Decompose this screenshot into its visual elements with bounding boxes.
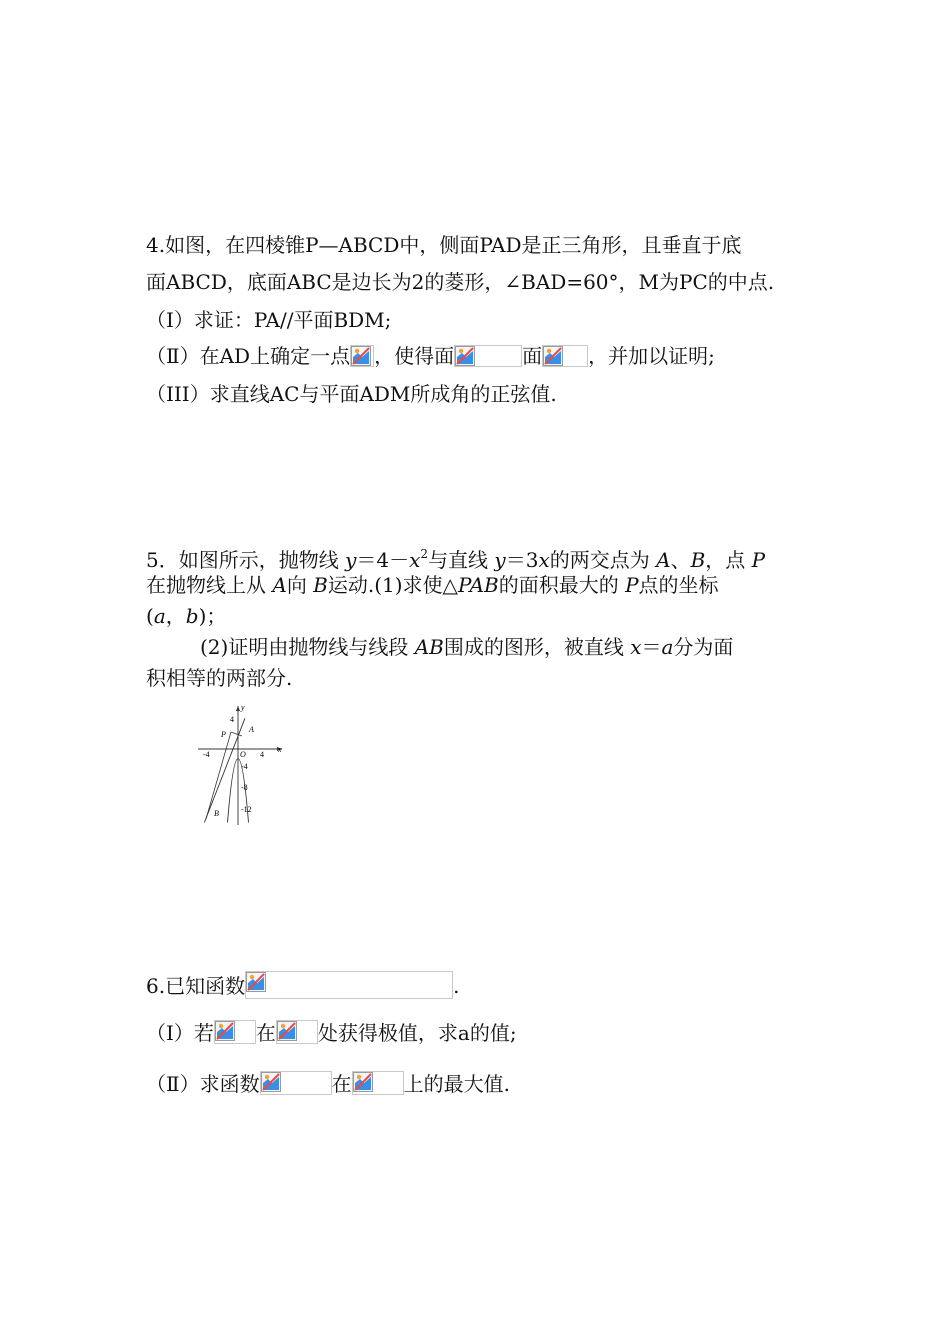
broken-image-icon <box>455 346 475 366</box>
point-a: A <box>272 573 287 597</box>
text: )； <box>198 604 227 628</box>
exponent: 2 <box>420 547 429 561</box>
text: 围成的图形，被直线 <box>443 635 631 659</box>
parabola-line-graph <box>190 703 290 827</box>
tick-label-y-4: 4 <box>230 715 234 724</box>
text: 5．如图所示，抛物线 <box>146 548 346 572</box>
q6-line-1 <box>146 971 459 1000</box>
origin-label: O <box>240 750 246 759</box>
text: 、 <box>670 548 691 572</box>
text: 在抛物线上从 <box>146 573 273 597</box>
formula-image-plane-2 <box>542 345 588 367</box>
tick-label-y-neg4: -4 <box>241 762 248 771</box>
tick-label-x-neg4: -4 <box>203 750 210 759</box>
segment-ab: AB <box>414 635 444 659</box>
point-p: P <box>751 548 766 572</box>
q4-line-1: 4.如图，在四棱锥P—ABCD中，侧面PAD是正三角形，且垂直于底 <box>146 233 742 257</box>
q6-stem-period: . <box>453 974 460 998</box>
formula-image-plane-1 <box>454 345 522 367</box>
q4-line-2: 面ABCD，底面ABC是边长为2的菱形，∠BAD=60°，M为PC的中点. <box>146 270 775 294</box>
text: ＝4－ <box>356 548 410 572</box>
var-y: y <box>345 548 357 572</box>
formula-image-point <box>350 345 374 367</box>
q6-part1-text-c: 处获得极值，求a的值; <box>317 1021 517 1045</box>
point-b: B <box>313 573 328 597</box>
q6-part1-text: （Ⅰ）若 <box>146 1021 214 1045</box>
y-axis-arrow-icon <box>236 706 240 711</box>
text: ， <box>165 604 186 628</box>
q4-part2-text-c: 面 <box>522 344 543 368</box>
formula-image-a-value <box>214 1020 256 1044</box>
tick-label-y-neg8: -8 <box>241 783 248 792</box>
text: ，点 <box>705 548 752 572</box>
q4-part2-text: （Ⅱ）在AD上确定一点 <box>146 344 351 368</box>
text: (2)证明由抛物线与线段 <box>200 635 415 659</box>
formula-image-x-value <box>276 1020 318 1044</box>
q6-part2-text-b: 在 <box>331 1072 352 1096</box>
var-x: x <box>409 548 421 572</box>
y-axis-label: y <box>241 703 245 712</box>
q4-line-4 <box>146 342 715 370</box>
q5-line-2 <box>146 571 719 599</box>
point-p: P <box>625 573 639 597</box>
q5-line-1 <box>146 540 765 574</box>
var-y: y <box>494 548 506 572</box>
var-x: x <box>630 635 642 659</box>
point-p-label: P <box>221 730 226 739</box>
q6-part1-text-b: 在 <box>255 1021 276 1045</box>
formula-image-function <box>245 971 453 999</box>
q6-part2-text-c: 上的最大值. <box>403 1072 510 1096</box>
x-axis-label: x <box>278 745 282 754</box>
text: ＝ <box>641 635 662 659</box>
tick-label-y-neg12: -12 <box>241 805 252 814</box>
text: 的两交点为 <box>549 548 657 572</box>
q5-line-4 <box>200 633 733 661</box>
point-a-label: A <box>249 725 254 734</box>
point-a: A <box>656 548 671 572</box>
triangle-pab: PAB <box>457 573 499 597</box>
var-a: a <box>153 604 166 628</box>
q6-line-3 <box>146 1070 510 1098</box>
segment-pa <box>231 732 242 736</box>
q6-stem-text: 6.已知函数 <box>146 974 246 998</box>
broken-image-icon <box>277 1021 297 1041</box>
var-a: a <box>661 635 674 659</box>
text: 点的坐标 <box>638 573 719 597</box>
q4-line-5: （III）求直线AC与平面ADM所成角的正弦值. <box>146 382 557 406</box>
broken-image-icon <box>261 1072 281 1092</box>
broken-image-icon <box>215 1021 235 1041</box>
broken-image-icon <box>353 1072 373 1092</box>
q5-line-5: 积相等的两部分. <box>146 666 293 690</box>
broken-image-icon <box>246 972 266 992</box>
var-b: b <box>185 604 199 628</box>
text: ( <box>146 604 154 628</box>
text: 的面积最大的 <box>498 573 626 597</box>
formula-image-interval <box>352 1071 404 1095</box>
var-x: x <box>538 548 550 572</box>
q4-part2-text-d: ，并加以证明; <box>588 344 715 368</box>
point-b-label: B <box>214 809 219 818</box>
q4-line-3: （Ⅰ）求证：PA//平面BDM; <box>146 308 392 332</box>
tick-label-x-4: 4 <box>260 750 264 759</box>
text: 与直线 <box>428 548 495 572</box>
text: 运动.(1)求使△ <box>327 573 458 597</box>
point-b: B <box>690 548 706 572</box>
text: 分为面 <box>673 635 734 659</box>
broken-image-icon <box>543 346 563 366</box>
q6-part2-text: （Ⅱ）求函数 <box>146 1072 260 1096</box>
segment-pb <box>206 732 231 819</box>
q5-line-3 <box>146 602 226 630</box>
formula-image-function-2 <box>260 1071 332 1095</box>
q4-part2-text-b: ，使得面 <box>374 344 455 368</box>
broken-image-icon <box>351 346 371 366</box>
q6-line-2 <box>146 1019 517 1047</box>
text: ＝3 <box>505 548 539 572</box>
text: 向 <box>286 573 314 597</box>
